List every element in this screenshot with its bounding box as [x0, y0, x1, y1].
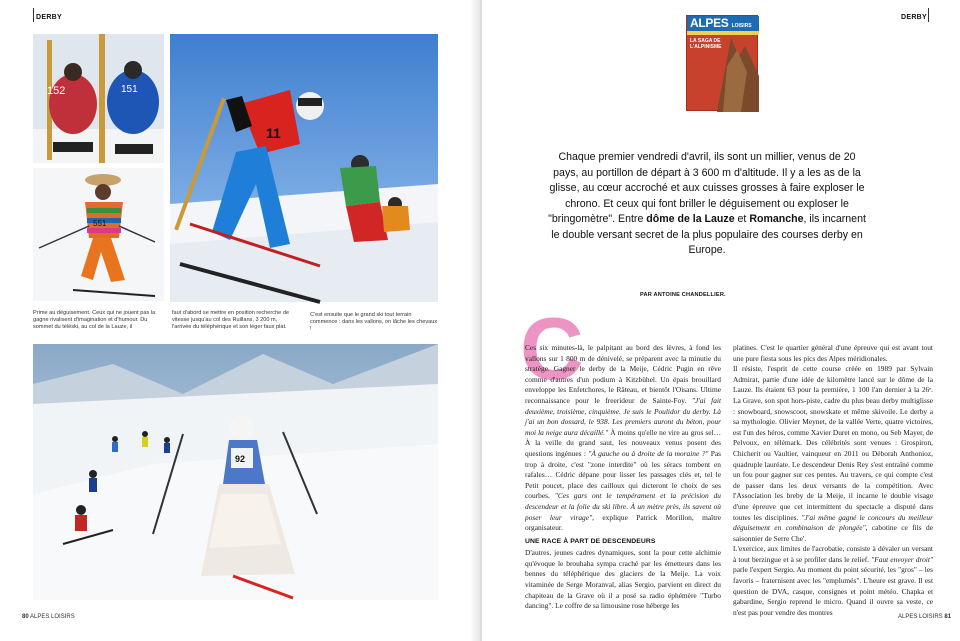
- drop-cap: C: [520, 299, 584, 398]
- bib-number: 92: [235, 454, 246, 464]
- magazine-cover-thumbnail: [686, 15, 758, 111]
- bib-number: 11: [266, 125, 281, 141]
- caption-speed-position: faut d'abord se mettre en position recherche de vitesse jusqu'au col des Ruillans, 3 200 m, l'arrivée du téléphérique et son léger faux plat.: [172, 310, 290, 331]
- photo-costumed-skiers: [33, 34, 164, 163]
- running-head-rule: [928, 8, 929, 22]
- page-number-right: 81: [944, 614, 952, 620]
- photo-sombrero-skier: [33, 168, 164, 301]
- section-subhead: UNE RACE À PART DE DESCENDEURS: [525, 537, 656, 545]
- byline: PAR ANTOINE CHANDELLIER.: [640, 292, 726, 298]
- photo-racers-start: [170, 34, 438, 302]
- bib-number: 151: [121, 84, 138, 95]
- cover-headline: LA SAGA DE L'ALPINISME: [690, 38, 722, 50]
- paragraph: L'exercice, aux limites de l'acrobatie, consiste à dévaler un versant à tout berzingue et à se profiler dans le relief. "Faut envoyer droit" parle l'expert Sergio. Au moment du point sécurité, les "gros" – les favoris – fraternisent avec les "emplumés". L'heure est grave. Il est question de DVA, casque, consignes et point météo. Chapka et gabardine, Sergio reprend le micro. Quand il ouvre sa veste, ce n'est pas pour vendre des montres: [733, 544, 933, 617]
- footer-right: [898, 614, 951, 620]
- bib-number: 551: [93, 219, 107, 228]
- bib-number: 152: [47, 85, 66, 97]
- lede-place-1: dôme de la Lauze: [646, 213, 735, 225]
- magazine-name-left: ALPES LOISIRS: [30, 614, 75, 620]
- page-number-left: 80: [22, 614, 29, 620]
- magazine-name-right: ALPES LOISIRS: [898, 614, 943, 620]
- running-head-right: DERBY: [901, 14, 928, 21]
- cover-masthead: ALPES LOISIRS: [687, 16, 759, 31]
- lede-place-2: Romanche: [749, 213, 804, 225]
- paragraph: Il résiste, l'esprit de cette course créée en 1989 par Sylvain Admirat, partie d'une idée de kilomètre lancé sur le dôme de la Lauze. Ils étaient 63 pour la première, 1 100 l'an dernier à la 26ᵉ. La Grave, son spot hors-piste, cadre du plus beau derby multiglisse : snowboard, snowscoot, snowskate et même skivoile. Le derby a sa mythologie. Olivier Meynet, de la vallée Verte, quatre victoires, est l'un des héros, comme Xavier Duret en mono, ou Seb Mayer, de Pelvoux, en télémark. Des célébrités sont venues : Grospiron, Chicherit ou Vaultier, vainqueur en 2011 ou Déborah Anthonioz, quadruple lauréate. Le descendeur Denis Rey s'est entraîné comme un fou pour gagner sur ces pentes. Au travers, ce qui compte c'est de passer dans les deux versants de la compétition. Avec l'Association les breby de la Meije, il incarne le double visage d'une épreuve que cet intermittent du spectacle a disputé dans toutes les disciplines. "J'ai même gagné le concours du meilleur déguisement en combinaison de plongée", cabotine ce fils de saisonnier de Serre Che'.: [733, 364, 934, 543]
- caption-big-ski: C'est ensuite que le grand ski tout terrain commence : dans les vallons, on lâche les chevaux !: [310, 312, 438, 333]
- article-column-2: [733, 343, 934, 617]
- article-column-1: [525, 343, 722, 611]
- paragraph: platines. C'est le quartier général d'une épreuve qui est avant tout une pure fiesta sous les pics des Alpes méridionales.: [733, 343, 933, 363]
- running-head-rule: [33, 8, 34, 22]
- article-lede: Chaque premier vendredi d'avril, ils sont un millier, venus de 20 pays, au portillon de départ à 3 600 m d'altitude. Il y a les as de la glisse, au cœur accroché et aux cuisses grosses à faire exploser le chrono. Et ceux qui font briller le déguisement ou exploser le "bringomètre". Entre dôme de la Lauze et Romanche, ils incarnent le double versant secret de la plus populaire des courses derby en Europe.: [548, 151, 866, 256]
- running-head-left: DERBY: [36, 14, 63, 21]
- footer-left: [22, 614, 75, 620]
- caption-costumes: Prime au déguisement. Ceux qui ne jouent pas la gagne rivalisent d'imagination et d'humour. Du sommet du téléski, au col de la Lauze, il: [33, 310, 156, 331]
- paragraph: Ces six minutes-là, le palpitant au bord des lèvres, à fond les vallons sur 1 800 m de dénivelé, se préparent avec la minutie du stratège. Gagner le derby de la Meije, Cédric Pugin en rêve comme d'autres d'un podium à Kitzbühel. Un épais brouillard enveloppe les Enfetchores, le Râteau, et bientôt l'Oisans. Ultime reconnaissance pour le freerideur de Sainte-Foy. "J'ai fait deuxième, troisième, cinquième. Je suis le Poulidor du derby. Là j'ai un bon dossard, le 938. Les premiers auront du béton, pour moi la neige aura décaillé." À moins qu'elle ne vire au gros sel… À la veille du grand saut, les nouveaux venus posent des questions ingénues : "À gauche ou à droite de la moraine ?" Pas trop à droite, c'est "zone interdite" où les séracs tombent en rafales… Cédric dépane pour lisser les passages clés et, tel le Petit poucet, place des cailloux qui dicteront le choix de ses courbes. "Ces gars ont le tempérament et la précision du descendeur et la folie du ski libre. À un mètre près, ils savent où poser leur virage", explique Patrick Morillon, maître organisateur.: [525, 343, 722, 533]
- paragraph: D'autres, jeunes cadres dynamiques, sont la pour cette alchimie qu'évoque le brouhaha sympa craché par les émetteurs dans les bennes du téléphérique des glaciers de la Meije. La voix vitaminée de Serge Moranval, alias Sergio, parvient en direct du chapiteau de la Grave où il a posé sa radio éphémère "Turbo dancing". Le coffre de sa limousine rose héberge les: [525, 548, 721, 611]
- photo-bride-skier: [33, 344, 438, 600]
